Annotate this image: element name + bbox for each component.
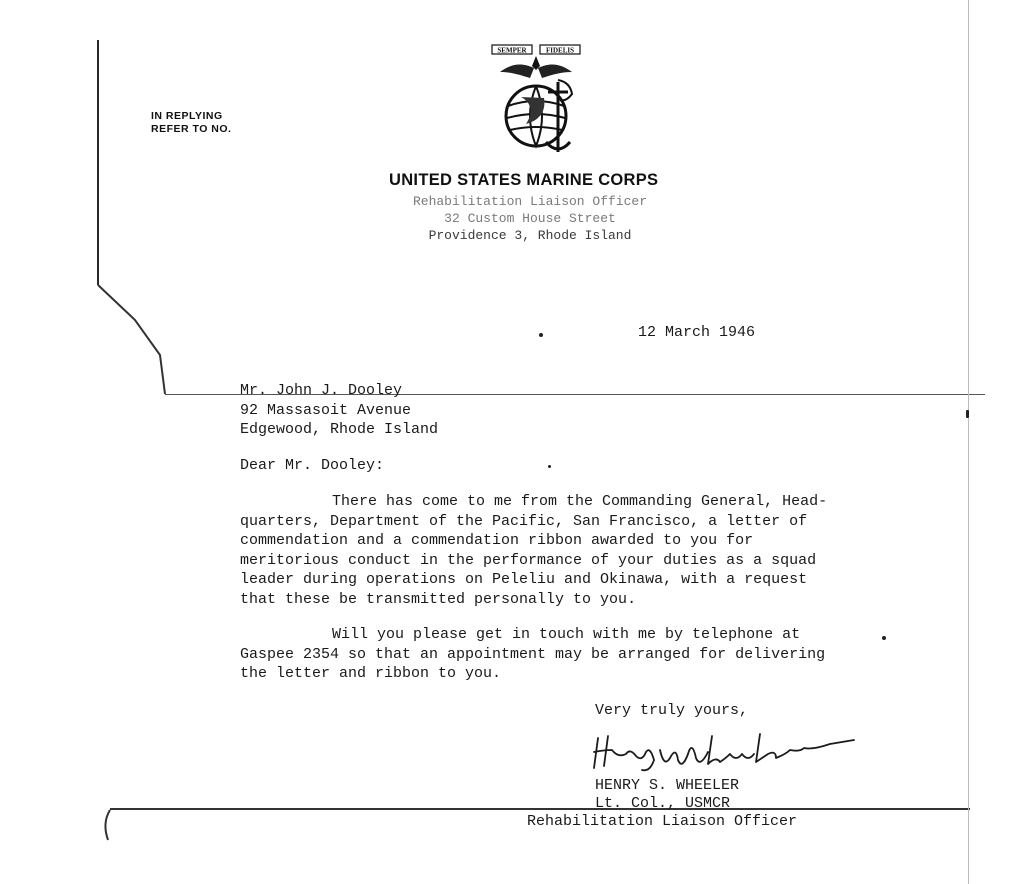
- organization-name: UNITED STATES MARINE CORPS: [389, 171, 659, 189]
- handwritten-signature: [590, 728, 860, 776]
- reply-reference: [151, 110, 291, 136]
- office-city: Providence 3, Rhode Island: [428, 228, 632, 243]
- paragraph-line: that these be transmitted personally to you.: [240, 590, 637, 608]
- paragraph-line: meritorious conduct in the performance of your duties as a squad: [240, 551, 817, 569]
- bottom-left-curl: [100, 808, 130, 848]
- scan-speck: [548, 465, 551, 468]
- recipient-address: [240, 381, 438, 440]
- body-paragraph-2: [240, 625, 825, 684]
- signer-rank: Lt. Col., USMCR: [595, 795, 731, 812]
- signature-block: [527, 777, 798, 831]
- scan-speck: [539, 333, 543, 337]
- paragraph-line: the letter and ribbon to you.: [240, 665, 502, 682]
- letter-date: 12 March 1946: [638, 324, 756, 341]
- recipient-name: Mr. John J. Dooley: [240, 382, 403, 399]
- fold-line-bottom: [110, 808, 970, 810]
- salutation: Dear Mr. Dooley:: [240, 457, 385, 474]
- emblem-banner-right: FIDELIS: [545, 46, 575, 55]
- signer-name: HENRY S. WHEELER: [595, 777, 740, 794]
- torn-corner-outline: [95, 280, 175, 400]
- paragraph-line: Gaspee 2354 so that an appointment may be arranged for delivering: [240, 645, 826, 663]
- office-title: Rehabilitation Liaison Officer: [412, 194, 648, 209]
- paragraph-line: leader during operations on Peleliu and Okinawa, with a request: [240, 571, 808, 588]
- paragraph-line: Will you please get in touch with me by telephone at: [332, 626, 801, 643]
- signer-title: Rehabilitation Liaison Officer: [527, 813, 798, 830]
- office-address: [380, 193, 680, 244]
- right-page-edge: [968, 0, 969, 884]
- body-paragraph-1: [240, 492, 827, 609]
- office-street: 32 Custom House Street: [444, 211, 616, 226]
- paragraph-line: There has come to me from the Commanding General, Head-: [332, 493, 828, 510]
- eagle-globe-anchor-emblem: [486, 42, 586, 160]
- reply-line-2: REFER TO NO.: [151, 123, 232, 135]
- scan-speck: [966, 410, 969, 418]
- recipient-street: 92 Massasoit Avenue: [240, 401, 412, 419]
- recipient-city: Edgewood, Rhode Island: [240, 421, 439, 438]
- emblem-banner-left: SEMPER: [497, 46, 527, 55]
- left-page-edge: [97, 40, 99, 285]
- reply-line-1: IN REPLYING: [151, 110, 223, 122]
- paragraph-line: quarters, Department of the Pacific, San Francisco, a letter of: [240, 512, 808, 530]
- scan-speck: [882, 636, 886, 640]
- complimentary-close: Very truly yours,: [595, 702, 749, 719]
- paragraph-line: commendation and a commendation ribbon awarded to you for: [240, 532, 754, 549]
